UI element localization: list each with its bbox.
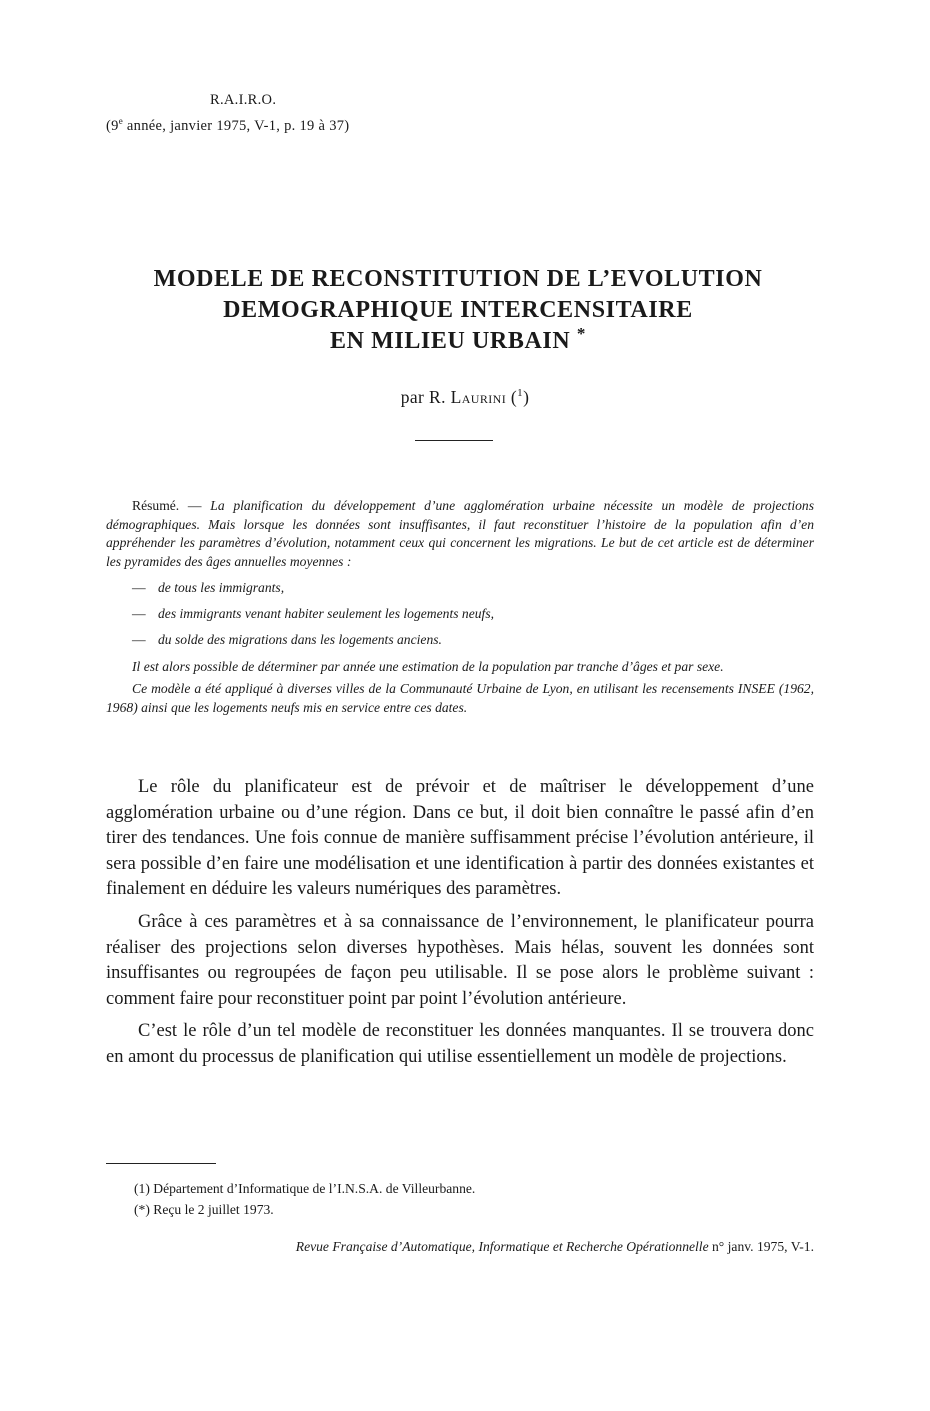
abstract-list [106, 575, 814, 653]
footnote-affiliation: (1) Département d’Informatique de l’I.N.S.A. de Villeurbanne. [134, 1181, 476, 1196]
journal-header [106, 90, 349, 137]
title-divider [415, 440, 493, 441]
issue-info: (9e année, janvier 1975, V-1, p. 19 à 37) [106, 116, 350, 134]
title-line-3: EN MILIEU URBAIN * [329, 324, 586, 354]
body-paragraph-1: Le rôle du planificateur est de prévoir et de maîtriser le développement d’une agglomération urbaine ou d’une région. Dans ce but, il doit bien connaître le passé afin d’en tirer des tendances. Une fois connue de manière suffisamment précise l’évolution antérieure, il sera possible d’en faire une modélisation et une identification à partir des données existantes et finalement en déduire les valeurs numériques des paramètres. [106, 777, 814, 900]
abstract-paragraph-3: Ce modèle a été appliqué à diverses villes de la Communauté Urbaine de Lyon, en utilisant les recensements INSEE (1962, 1968) ainsi que les logements neufs mis en service entre ces dates. [106, 680, 814, 715]
page-footer [106, 1239, 814, 1255]
abstract-list-item: — des immigrants venant habiter seulement les logements neufs, [132, 606, 495, 622]
footnote-divider [106, 1163, 216, 1164]
body-paragraph-3: C’est le rôle d’un tel modèle de reconstituer les données manquantes. Il se trouvera donc en amont du processus de planification qui utilise essentiellement un modèle de projections. [106, 1021, 814, 1067]
abstract-paragraph-2: Il est alors possible de déterminer par année une estimation de la population par tranche d’âges et par sexe. [132, 659, 724, 675]
title-line-1: MODELE DE RECONSTITUTION DE L’EVOLUTION [153, 266, 763, 292]
author-footnote-ref: 1 [517, 387, 524, 400]
abstract-intro: Résumé. — La planification du développement d’une agglomération urbaine nécessite un modèle de projections démographiques. Mais lorsque les données sont insuffisantes, il faut reconstituer l’histoire de la population afin d’en appréhender les paramètres d’évolution, notamment ceux qui concernent les migrations. Le but de cet article est de déterminer les pyramides des âges annuelles moyennes : [106, 498, 814, 569]
footnote-received: (*) Reçu le 2 juillet 1973. [134, 1202, 274, 1217]
abstract [106, 497, 814, 717]
abstract-label: Résumé. — [132, 498, 211, 513]
body-paragraph-2: Grâce à ces paramètres et à sa connaissance de l’environnement, le planificateur pourra réaliser des projections selon diverses hypothèses. Mais hélas, souvent les données sont insuffisantes ou regroupées de façon peu utilisable. Il se pose alors le problème suivant : comment faire pour reconstituer point par point l’évolution antérieure. [106, 911, 814, 1009]
abstract-list-item: — de tous les immigrants, [132, 580, 285, 596]
footer-journal: Revue Française d’Automatique, Informatique et Recherche Opérationnelle [295, 1239, 709, 1254]
footnotes [134, 1178, 475, 1220]
author-byline: par R. Laurini ($^1$) [400, 387, 530, 407]
body-text [106, 775, 814, 1078]
abstract-list-item: — du solde des migrations dans les logements anciens. [132, 632, 442, 648]
journal-abbreviation: R.A.I.R.O. [210, 92, 277, 108]
title-line-2: DEMOGRAPHIQUE INTERCENSITAIRE [223, 297, 693, 323]
title-footnote-mark: * [576, 324, 586, 343]
paper-title [90, 264, 826, 357]
author-name: Laurini [450, 387, 507, 407]
footer-issue: n° janv. 1975, V-1. [708, 1239, 814, 1254]
